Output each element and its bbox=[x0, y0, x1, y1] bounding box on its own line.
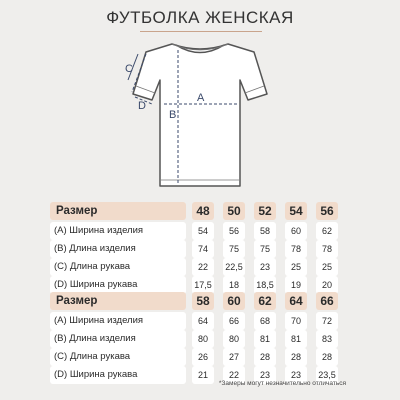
table-cell: 54 bbox=[192, 222, 214, 240]
table-header-row bbox=[50, 292, 350, 310]
row-label: (A) Ширина изделия bbox=[50, 312, 186, 330]
table-cell: 68 bbox=[254, 312, 276, 330]
table-cell: 23,5 bbox=[316, 366, 338, 384]
label-c: C bbox=[125, 63, 133, 75]
table-cell: 62 bbox=[316, 222, 338, 240]
row-label: (D) Ширина рукава bbox=[50, 366, 186, 384]
row-label: (C) Длина рукава bbox=[50, 348, 186, 366]
table-cell: 75 bbox=[254, 240, 276, 258]
table-cell: 81 bbox=[285, 330, 307, 348]
table-cell: 81 bbox=[254, 330, 276, 348]
table-row bbox=[50, 240, 350, 258]
table-cell: 28 bbox=[285, 348, 307, 366]
size-header-cell: 56 bbox=[316, 202, 338, 220]
table-cell: 17,5 bbox=[192, 276, 214, 294]
table-cell: 60 bbox=[285, 222, 307, 240]
label-b: B bbox=[169, 109, 177, 121]
measurement-note: *Замеры могут незначительно отличаться bbox=[218, 380, 346, 387]
table-cell: 22 bbox=[223, 366, 245, 384]
table-cell: 22 bbox=[192, 258, 214, 276]
size-header-cell: 66 bbox=[316, 292, 338, 310]
table-cell: 66 bbox=[223, 312, 245, 330]
size-header-cell: 52 bbox=[254, 202, 276, 220]
size-header-label: Размер bbox=[50, 202, 186, 220]
table-cell: 80 bbox=[192, 330, 214, 348]
row-label: (A) Ширина изделия bbox=[50, 222, 186, 240]
table-cell: 27 bbox=[223, 348, 245, 366]
size-header-cell: 48 bbox=[192, 202, 214, 220]
table-cell: 58 bbox=[254, 222, 276, 240]
page-title: ФУТБОЛКА ЖЕНСКАЯ bbox=[106, 8, 294, 27]
row-label: (C) Длина рукава bbox=[50, 258, 186, 276]
table-row bbox=[50, 258, 350, 276]
table-cell: 18,5 bbox=[254, 276, 276, 294]
tshirt-outline bbox=[133, 44, 267, 186]
table-cell: 23 bbox=[254, 366, 276, 384]
table-cell: 28 bbox=[254, 348, 276, 366]
row-label: (B) Длина изделия bbox=[50, 330, 186, 348]
table-cell: 75 bbox=[223, 240, 245, 258]
table-cell: 64 bbox=[192, 312, 214, 330]
table-cell: 22,5 bbox=[223, 258, 245, 276]
table-row bbox=[50, 330, 350, 348]
table-cell: 78 bbox=[316, 240, 338, 258]
table-row bbox=[50, 222, 350, 240]
size-header-cell: 60 bbox=[223, 292, 245, 310]
table-cell: 23 bbox=[254, 258, 276, 276]
table-cell: 56 bbox=[223, 222, 245, 240]
table-cell: 70 bbox=[285, 312, 307, 330]
table-cell: 80 bbox=[223, 330, 245, 348]
table-cell: 74 bbox=[192, 240, 214, 258]
table-cell: 25 bbox=[316, 258, 338, 276]
size-header-cell: 50 bbox=[223, 202, 245, 220]
row-label: (D) Ширина рукава bbox=[50, 276, 186, 294]
table-cell: 72 bbox=[316, 312, 338, 330]
size-header-cell: 54 bbox=[285, 202, 307, 220]
size-header-cell: 58 bbox=[192, 292, 214, 310]
table-header-row bbox=[50, 202, 350, 220]
label-d: D bbox=[138, 100, 146, 112]
table-row bbox=[50, 312, 350, 330]
table-cell: 21 bbox=[192, 366, 214, 384]
row-label: (B) Длина изделия bbox=[50, 240, 186, 258]
size-header-label: Размер bbox=[50, 292, 186, 310]
table-cell: 18 bbox=[223, 276, 245, 294]
table-cell: 83 bbox=[316, 330, 338, 348]
table-cell: 19 bbox=[285, 276, 307, 294]
table-cell: 26 bbox=[192, 348, 214, 366]
size-header-cell: 62 bbox=[254, 292, 276, 310]
size-header-cell: 64 bbox=[285, 292, 307, 310]
table-cell: 23 bbox=[285, 366, 307, 384]
table-cell: 28 bbox=[316, 348, 338, 366]
table-cell: 78 bbox=[285, 240, 307, 258]
table-row bbox=[50, 348, 350, 366]
label-a: A bbox=[197, 92, 205, 104]
table-cell: 25 bbox=[285, 258, 307, 276]
table-cell: 20 bbox=[316, 276, 338, 294]
